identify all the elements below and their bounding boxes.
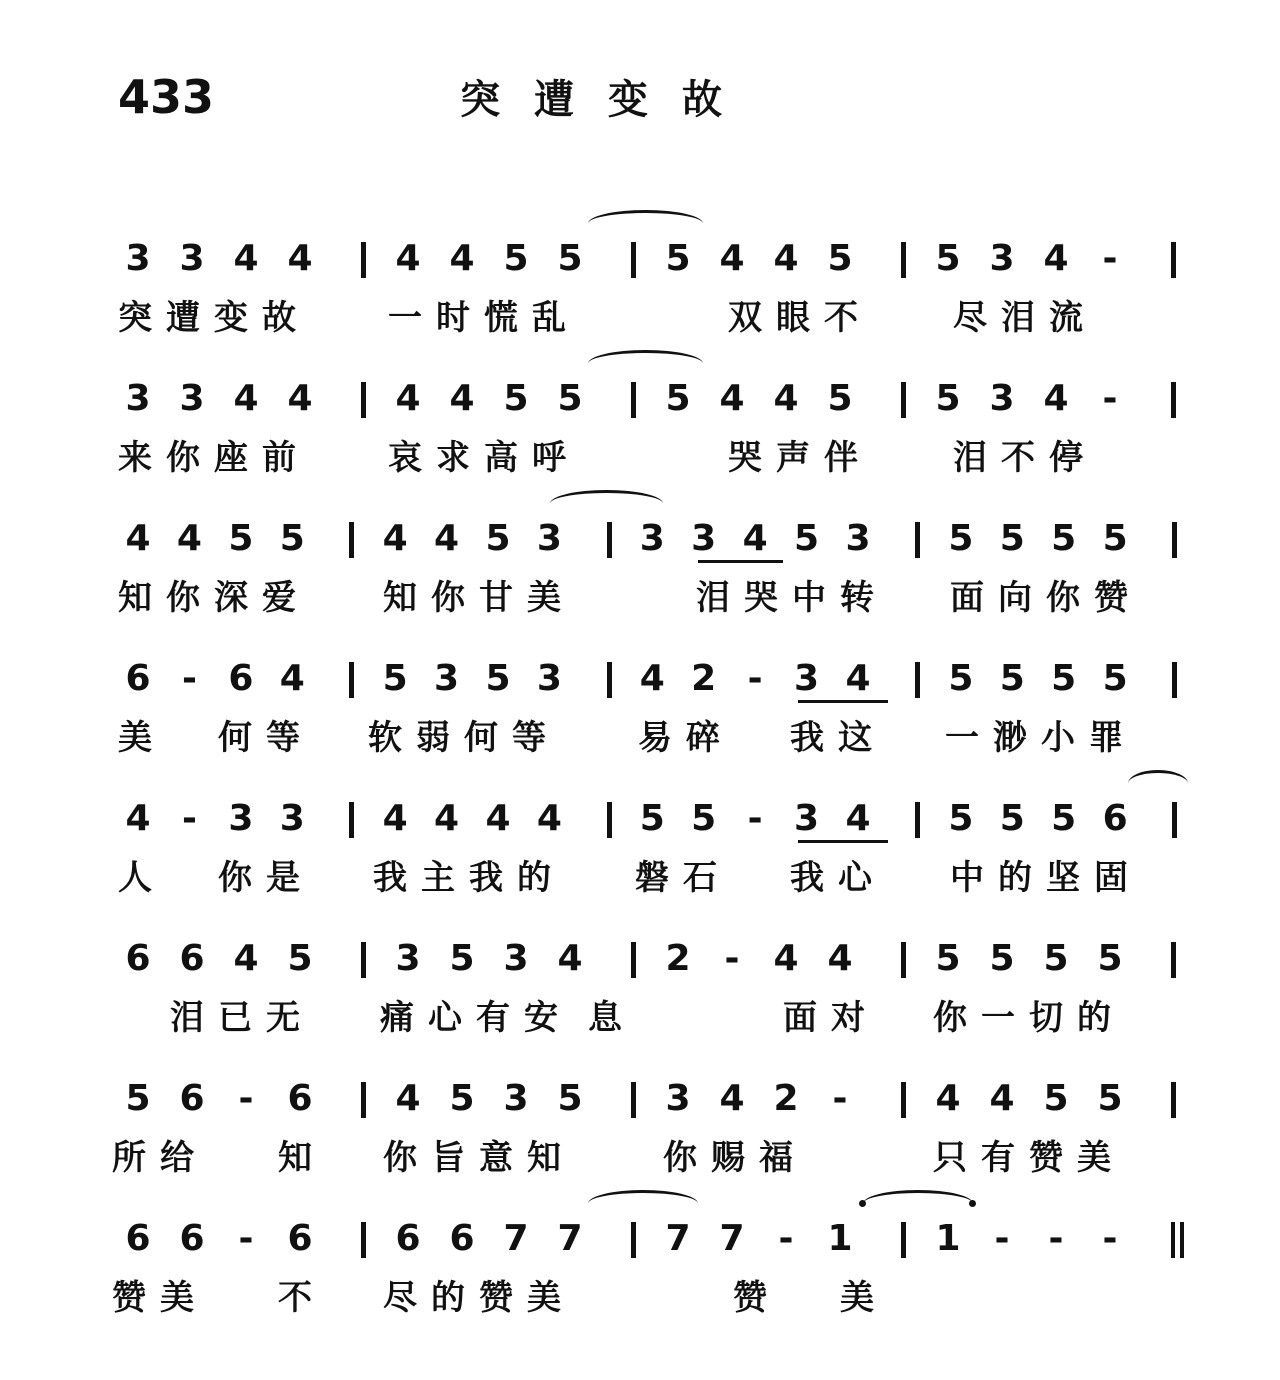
slur-mark: [863, 1190, 973, 1217]
lyric-phrase: 软弱何等: [368, 718, 560, 758]
note: 4: [1043, 378, 1069, 419]
lyric-phrase: 尽泪流: [953, 298, 1097, 338]
barline: [1172, 662, 1177, 698]
note: 4: [449, 378, 475, 419]
lyric-phrase: 泪已无: [170, 998, 314, 1038]
note: 4: [719, 238, 745, 279]
note: 3: [179, 238, 205, 279]
note: 4: [719, 1078, 745, 1119]
barline: [361, 1082, 366, 1118]
note: 5: [503, 238, 529, 279]
barline: [915, 662, 920, 698]
lyric-line: [118, 570, 1198, 620]
note: 4: [742, 518, 768, 559]
note: 4: [639, 658, 665, 699]
note: 5: [827, 378, 853, 419]
dash-note: -: [1048, 1218, 1064, 1259]
lyric-phrase: 哭声伴: [728, 438, 872, 478]
note: 7: [557, 1218, 583, 1259]
note: 3: [228, 798, 254, 839]
note: 5: [279, 518, 305, 559]
note: 5: [1043, 1078, 1069, 1119]
note: 3: [395, 938, 421, 979]
note: 4: [395, 378, 421, 419]
lyric-phrase: 中的坚固: [950, 858, 1142, 898]
lyric-phrase: 美: [118, 718, 166, 758]
note: 4: [989, 1078, 1015, 1119]
lyric-phrase: 何等: [218, 718, 314, 758]
note: 4: [773, 378, 799, 419]
slur-mark: [1128, 770, 1188, 797]
dash-note: -: [832, 1078, 848, 1119]
lyric-phrase: 我这: [790, 718, 886, 758]
notation-line: [118, 1208, 1198, 1264]
music-system: [112, 1208, 1198, 1338]
lyric-phrase: 知你深爱: [118, 578, 310, 618]
dash-note: -: [747, 658, 763, 699]
note: 4: [382, 518, 408, 559]
note: 4: [395, 238, 421, 279]
lyric-phrase: 你是: [218, 858, 314, 898]
barline: [349, 522, 354, 558]
lyric-phrase: 哀求高呼: [388, 438, 580, 478]
note: 5: [1043, 938, 1069, 979]
note: 5: [557, 238, 583, 279]
barline: [607, 802, 612, 838]
note: 5: [794, 518, 820, 559]
note: 6: [395, 1218, 421, 1259]
lyric-phrase: 磐石: [635, 858, 731, 898]
lyric-phrase: 突遭变故: [118, 298, 310, 338]
note: 4: [719, 378, 745, 419]
note: 5: [1097, 1078, 1123, 1119]
note: 5: [948, 658, 974, 699]
music-system: [118, 508, 1198, 638]
note: 4: [449, 238, 475, 279]
note: 4: [1043, 238, 1069, 279]
dash-note: -: [778, 1218, 794, 1259]
dash-note: -: [747, 798, 763, 839]
barline: [901, 1222, 906, 1258]
note: 4: [382, 798, 408, 839]
barline: [361, 942, 366, 978]
slur-mark: [588, 350, 703, 377]
octave-dot: [969, 1200, 976, 1207]
lyric-line: [118, 990, 1198, 1040]
note: 6: [287, 1218, 313, 1259]
lyric-phrase: 赞美: [112, 1278, 208, 1318]
barline: [631, 942, 636, 978]
note: 5: [1102, 658, 1128, 699]
lyric-phrase: 一渺小罪: [945, 718, 1137, 758]
note: 3: [989, 378, 1015, 419]
underline-beam: [798, 700, 888, 703]
note: 3: [279, 798, 305, 839]
barline: [915, 522, 920, 558]
note: 4: [287, 238, 313, 279]
notation-line: [118, 228, 1198, 284]
barline: [361, 1222, 366, 1258]
note: 3: [691, 518, 717, 559]
lyric-phrase: 泪不停: [953, 438, 1097, 478]
lyric-phrase: 易碎: [638, 718, 734, 758]
barline: [1171, 242, 1176, 278]
note: 5: [948, 798, 974, 839]
lyric-phrase: 一时慌乱: [388, 298, 580, 338]
note: 5: [1102, 518, 1128, 559]
barline: [631, 242, 636, 278]
lyric-line: [112, 1270, 1198, 1320]
note: 5: [449, 938, 475, 979]
barline: [1171, 942, 1176, 978]
lyric-line: [118, 430, 1198, 480]
note: 5: [827, 238, 853, 279]
octave-dot: [859, 1200, 866, 1207]
barline: [349, 662, 354, 698]
barline: [1171, 1082, 1176, 1118]
dash-note: -: [1102, 378, 1118, 419]
note: 3: [125, 238, 151, 279]
barline: [631, 382, 636, 418]
note: 3: [794, 658, 820, 699]
lyric-phrase: 面向你赞: [950, 578, 1142, 618]
note: 4: [233, 938, 259, 979]
underline-beam: [698, 560, 783, 563]
barline: [631, 1222, 636, 1258]
note: 5: [1097, 938, 1123, 979]
lyric-phrase: 来你座前: [118, 438, 310, 478]
note: 2: [665, 938, 691, 979]
note: 4: [287, 378, 313, 419]
note: 7: [503, 1218, 529, 1259]
lyric-phrase: 你旨意知: [383, 1138, 575, 1178]
note: 5: [935, 938, 961, 979]
barline: [915, 802, 920, 838]
note: 6: [228, 658, 254, 699]
note: 5: [948, 518, 974, 559]
notation-line: [118, 368, 1198, 424]
note: 5: [503, 378, 529, 419]
note: 5: [287, 938, 313, 979]
lyric-phrase: 息: [588, 998, 636, 1038]
note: 5: [691, 798, 717, 839]
lyric-phrase: 知你甘美: [383, 578, 575, 618]
slur-mark: [588, 1190, 698, 1217]
lyric-phrase: 赞: [733, 1278, 781, 1318]
notation-line: [118, 648, 1198, 704]
note: 5: [999, 798, 1025, 839]
lyric-phrase: 痛心有安: [380, 998, 572, 1038]
lyric-line: [118, 290, 1198, 340]
note: 4: [434, 798, 460, 839]
note: 5: [639, 798, 665, 839]
note: 5: [665, 238, 691, 279]
lyric-phrase: 你一切的: [933, 998, 1125, 1038]
barline: [1180, 1222, 1184, 1258]
note: 4: [125, 518, 151, 559]
note: 5: [382, 658, 408, 699]
note: 3: [125, 378, 151, 419]
barline: [349, 802, 354, 838]
barline: [1172, 522, 1177, 558]
note: 4: [557, 938, 583, 979]
note: 6: [287, 1078, 313, 1119]
note: 5: [1051, 798, 1077, 839]
note: 4: [827, 938, 853, 979]
song-title: 突遭变故: [460, 77, 756, 123]
note: 5: [1051, 658, 1077, 699]
lyric-phrase: 不: [278, 1278, 326, 1318]
dash-note: -: [994, 1218, 1010, 1259]
lyric-line: [118, 710, 1198, 760]
note: 4: [773, 238, 799, 279]
note: 5: [665, 378, 691, 419]
barline: [607, 522, 612, 558]
note: 6: [179, 1078, 205, 1119]
notation-line: [118, 928, 1198, 984]
lyric-line: [112, 1130, 1198, 1180]
note: 3: [794, 798, 820, 839]
note: 2: [691, 658, 717, 699]
lyric-phrase: 泪哭中转: [696, 578, 888, 618]
note: 6: [179, 1218, 205, 1259]
note: 6: [125, 938, 151, 979]
music-system: [118, 788, 1198, 918]
note: 3: [639, 518, 665, 559]
note: 4: [279, 658, 305, 699]
dash-note: -: [724, 938, 740, 979]
lyric-phrase: 双眼不: [728, 298, 872, 338]
note: 5: [557, 378, 583, 419]
note: 1: [827, 1218, 853, 1259]
lyric-phrase: 我心: [790, 858, 886, 898]
notation-line: [118, 1068, 1198, 1124]
underline-beam: [798, 840, 888, 843]
barline: [901, 382, 906, 418]
note: 4: [845, 798, 871, 839]
note: 3: [845, 518, 871, 559]
note: 5: [999, 658, 1025, 699]
music-system: [118, 648, 1198, 778]
notation-line: [118, 788, 1198, 844]
note: 5: [999, 518, 1025, 559]
note: 6: [179, 938, 205, 979]
note: 6: [125, 658, 151, 699]
note: 6: [125, 1218, 151, 1259]
barline: [631, 1082, 636, 1118]
lyric-phrase: 知: [278, 1138, 326, 1178]
note: 3: [536, 518, 562, 559]
dash-note: -: [1102, 238, 1118, 279]
slur-mark: [550, 490, 663, 517]
note: 5: [557, 1078, 583, 1119]
note: 4: [845, 658, 871, 699]
note: 5: [989, 938, 1015, 979]
lyric-phrase: 美: [840, 1278, 888, 1318]
note: 5: [485, 518, 511, 559]
barline: [1172, 802, 1177, 838]
note: 3: [179, 378, 205, 419]
barline: [607, 662, 612, 698]
lyric-phrase: 只有赞美: [933, 1138, 1125, 1178]
note: 4: [935, 1078, 961, 1119]
note: 5: [1051, 518, 1077, 559]
lyric-line: [118, 850, 1198, 900]
note: 1: [935, 1218, 961, 1259]
note: 4: [176, 518, 202, 559]
note: 3: [434, 658, 460, 699]
note: 5: [228, 518, 254, 559]
note: 6: [449, 1218, 475, 1259]
note: 6: [1102, 798, 1128, 839]
lyric-phrase: 人: [118, 858, 166, 898]
note: 7: [719, 1218, 745, 1259]
dash-note: -: [1102, 1218, 1118, 1259]
note: 3: [503, 1078, 529, 1119]
note: 4: [485, 798, 511, 839]
dash-note: -: [238, 1078, 254, 1119]
note: 5: [125, 1078, 151, 1119]
note: 4: [434, 518, 460, 559]
music-system: [112, 1068, 1198, 1198]
barline: [901, 242, 906, 278]
note: 3: [989, 238, 1015, 279]
page-number: 433: [118, 70, 215, 124]
note: 4: [395, 1078, 421, 1119]
note: 4: [125, 798, 151, 839]
slur-mark: [588, 210, 703, 237]
lyric-phrase: 我主我的: [373, 858, 565, 898]
barline: [361, 242, 366, 278]
lyric-phrase: 所给: [112, 1138, 208, 1178]
lyric-phrase: 面对: [783, 998, 879, 1038]
barline: [901, 1082, 906, 1118]
barline: [1171, 1222, 1175, 1258]
note: 4: [773, 938, 799, 979]
dash-note: -: [181, 658, 197, 699]
note: 5: [935, 378, 961, 419]
barline: [901, 942, 906, 978]
lyric-phrase: 尽的赞美: [383, 1278, 575, 1318]
notation-line: [118, 508, 1198, 564]
note: 2: [773, 1078, 799, 1119]
music-system: [118, 368, 1198, 498]
lyric-phrase: 你赐福: [663, 1138, 807, 1178]
music-system: [118, 228, 1198, 358]
barline: [1171, 382, 1176, 418]
note: 5: [485, 658, 511, 699]
note: 5: [935, 238, 961, 279]
note: 5: [449, 1078, 475, 1119]
note: 3: [503, 938, 529, 979]
note: 4: [233, 378, 259, 419]
note: 3: [665, 1078, 691, 1119]
music-system: [118, 928, 1198, 1058]
dash-note: -: [181, 798, 197, 839]
dash-note: -: [238, 1218, 254, 1259]
note: 7: [665, 1218, 691, 1259]
note: 4: [233, 238, 259, 279]
note: 3: [536, 658, 562, 699]
barline: [361, 382, 366, 418]
note: 4: [536, 798, 562, 839]
